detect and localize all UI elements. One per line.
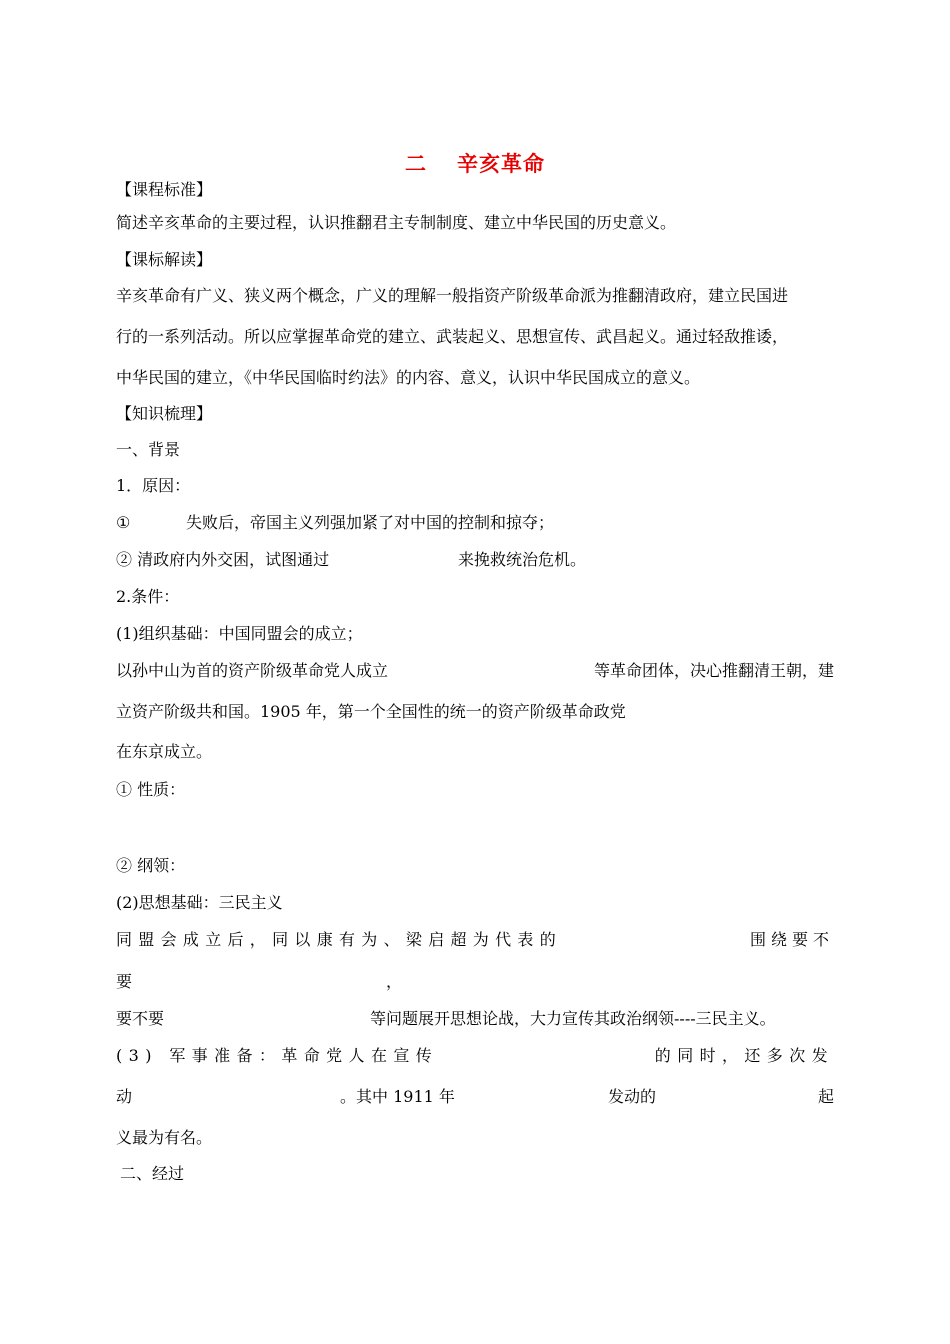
cause-line-1 bbox=[116, 513, 834, 533]
military-line-1-a: (3) 军事准备：革命党人在宣传 bbox=[116, 1046, 439, 1065]
org-line-1-b: 等革命团体，决心推翻清王朝，建 bbox=[593, 661, 834, 680]
title-number: 二 bbox=[405, 152, 427, 176]
interpret-line-2: 行的一系列活动。所以应掌握革命党的建立、武装起义、思想宣传、武昌起义。通过轻敌推诿， bbox=[116, 327, 789, 346]
military-line-3: 义最为有名。 bbox=[116, 1128, 213, 1147]
org-line-1-a: 以孙中山为首的资产阶级革命党人成立 bbox=[116, 661, 389, 680]
condition-heading: 2.条件： bbox=[116, 587, 180, 606]
org-basis: (1)组织基础：中国同盟会的成立； bbox=[116, 624, 363, 643]
idea-line-1-b: 围绕要不 bbox=[749, 930, 834, 949]
interpret-line-3: 中华民国的建立，《中华民国临时约法》的内容、意义，认识中华民国成立的意义。 bbox=[116, 368, 701, 387]
interpret-line-1: 辛亥革命有广义、狭义两个概念，广义的理解一般指资产阶级革命派为推翻清政府，建立民国进 bbox=[116, 286, 789, 305]
circled-one-mark: ① bbox=[116, 513, 131, 532]
idea-line-2-a: 要 bbox=[116, 972, 133, 991]
idea-line-3 bbox=[116, 1009, 834, 1029]
cause-2-text-a: ② 清政府内外交困，试图通过 bbox=[116, 550, 330, 569]
cause-1-text: 失败后，帝国主义列强加紧了对中国的控制和掠夺； bbox=[186, 513, 555, 532]
military-line-2-a: 动 bbox=[116, 1087, 133, 1106]
org-line-2: 立资产阶级共和国。1905 年，第一个全国性的统一的资产阶级革命政党 bbox=[116, 702, 626, 721]
page-title bbox=[0, 148, 950, 178]
military-line-2-d: 起 bbox=[817, 1087, 834, 1106]
idea-line-1-a: 同盟会成立后，同以康有为、梁启超为代表的 bbox=[116, 930, 563, 949]
idea-line-3-b: 等问题展开思想论战，大力宣传其政治纲领----三民主义。 bbox=[370, 1009, 776, 1028]
military-line-1 bbox=[116, 1046, 834, 1066]
interpret-heading: 【课标解读】 bbox=[116, 250, 213, 269]
military-line-2-b: 。其中 1911 年 bbox=[340, 1087, 455, 1106]
military-line-1-b: 的同时，还多次发 bbox=[654, 1046, 834, 1065]
nature-label: ① 性质： bbox=[116, 780, 186, 799]
part-two-heading: 二、经过 bbox=[120, 1164, 185, 1183]
standard-text: 简述辛亥革命的主要过程，认识推翻君主专制制度、建立中华民国的历史意义。 bbox=[116, 213, 677, 232]
cause-line-2 bbox=[116, 550, 834, 570]
idea-line-2-b: ， bbox=[386, 972, 403, 991]
idea-line-1 bbox=[116, 930, 834, 950]
org-line-1 bbox=[116, 661, 834, 681]
cause-heading: 1．原因： bbox=[116, 476, 191, 495]
title-text: 辛亥革命 bbox=[457, 152, 545, 176]
idea-line-3-a: 要不要 bbox=[116, 1009, 165, 1028]
cause-2-text-b: 来挽救统治危机。 bbox=[458, 550, 587, 569]
military-line-2-c: 发动的 bbox=[608, 1087, 657, 1106]
knowledge-heading: 【知识梳理】 bbox=[116, 404, 213, 423]
org-line-3: 在东京成立。 bbox=[116, 742, 213, 761]
program-label: ② 纲领： bbox=[116, 856, 186, 875]
standard-heading: 【课程标准】 bbox=[116, 180, 213, 199]
military-line-2 bbox=[116, 1087, 834, 1107]
idea-line-2 bbox=[116, 972, 834, 992]
part-one-heading: 一、背景 bbox=[116, 440, 181, 459]
idea-basis: (2)思想基础：三民主义 bbox=[116, 893, 283, 912]
